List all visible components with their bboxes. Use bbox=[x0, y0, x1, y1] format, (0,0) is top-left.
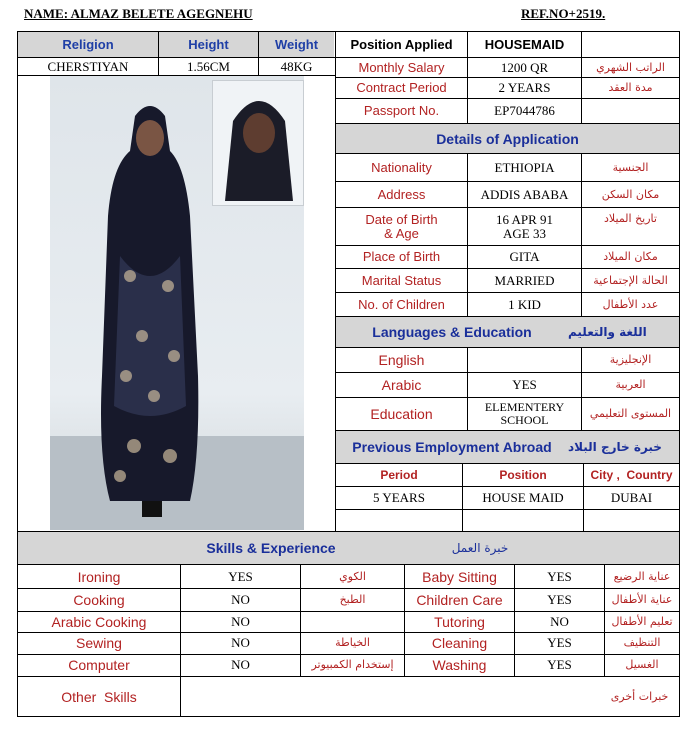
prev-period-header: Period bbox=[380, 468, 418, 482]
height-header: Height bbox=[159, 32, 258, 57]
education-value bbox=[468, 398, 581, 430]
pob-ar: مكان الميلاد bbox=[603, 250, 658, 263]
marital-value: MARRIED bbox=[494, 272, 555, 288]
dob-ar: تاريخ الميلاد bbox=[604, 212, 657, 225]
skill-label: Sewing bbox=[76, 635, 122, 651]
skill-label: Cooking bbox=[73, 591, 125, 608]
full-body-photo bbox=[50, 76, 304, 530]
skill-ar bbox=[301, 611, 404, 632]
languages-title: Languages & Education bbox=[336, 317, 568, 347]
skill-label: Arabic Cooking bbox=[51, 613, 147, 630]
education-value-line1: ELEMENTERY bbox=[484, 400, 565, 414]
marital-ar: الحالة الإجتماعية bbox=[593, 273, 668, 287]
nationality-value: ETHIOPIA bbox=[494, 159, 555, 175]
arabic-label: Arabic bbox=[381, 377, 422, 393]
skill-value: NO bbox=[231, 591, 250, 607]
skill-value: YES bbox=[547, 568, 572, 584]
skill-label: Washing bbox=[432, 657, 487, 673]
skill-label: Tutoring bbox=[434, 613, 485, 630]
address-value: ADDIS ABABA bbox=[480, 186, 569, 202]
education-value-line2: SCHOOL bbox=[500, 413, 549, 427]
nationality-ar: الجنسية bbox=[612, 160, 649, 174]
dob-date: 16 APR 91 bbox=[495, 211, 554, 227]
salary-value: 1200 QR bbox=[500, 59, 549, 75]
english-value bbox=[468, 348, 581, 372]
nationality-label: Nationality bbox=[371, 159, 432, 175]
contract-value: 2 YEARS bbox=[498, 80, 551, 95]
skills-title-bar bbox=[18, 532, 679, 564]
children-value: 1 KID bbox=[508, 296, 541, 312]
other-skills-ar: خبرات أخرى bbox=[610, 689, 669, 703]
other-skills-label: Other Skills bbox=[61, 688, 137, 705]
prev-position-header: Position bbox=[499, 468, 547, 482]
salary-label: Monthly Salary bbox=[358, 59, 445, 75]
skill-ar: إستخدام الكمبيوتر bbox=[311, 658, 394, 671]
children-ar: عدد الأطفال bbox=[602, 297, 659, 311]
skill-value: YES bbox=[547, 591, 572, 607]
dob-value bbox=[468, 208, 581, 245]
passport-photo bbox=[212, 80, 304, 206]
pob-label: Place of Birth bbox=[362, 249, 441, 264]
dob-label-line2: & Age bbox=[384, 225, 419, 241]
dob-label-line1: Date of Birth bbox=[365, 211, 438, 227]
skills-title: Skills & Experience bbox=[206, 540, 336, 556]
position-label: Position Applied bbox=[350, 36, 453, 52]
position-value: HOUSEMAID bbox=[484, 36, 565, 52]
weight-value: 48KG bbox=[280, 58, 313, 74]
religion-value: CHERSTIYAN bbox=[47, 58, 129, 74]
height-value: 1.56CM bbox=[187, 58, 230, 74]
arabic-value: YES bbox=[512, 377, 537, 392]
skill-label: Children Care bbox=[416, 591, 503, 608]
previous-employment-title-ar: خبرة خارج البلاد bbox=[568, 431, 679, 463]
prev-period-value: 5 YEARS bbox=[373, 490, 425, 505]
skill-ar: عناية الأطفال bbox=[611, 592, 673, 606]
skill-value: NO bbox=[231, 635, 250, 650]
dob-age: AGE 33 bbox=[503, 225, 546, 241]
skill-value: NO bbox=[231, 613, 250, 629]
prev-position-value: HOUSE MAID bbox=[482, 490, 564, 505]
skill-ar: عناية الرضيع bbox=[613, 569, 671, 583]
previous-employment-title: Previous Employment Abroad bbox=[336, 431, 568, 463]
salary-ar: الراتب الشهري bbox=[596, 60, 665, 74]
prev-country-value: DUBAI bbox=[610, 490, 653, 505]
weight-header: Weight bbox=[259, 32, 334, 57]
dob-label bbox=[336, 208, 467, 245]
english-ar: الإنجليزية bbox=[609, 353, 652, 366]
education-label: Education bbox=[370, 406, 433, 422]
skill-label: Ironing bbox=[77, 568, 121, 585]
skill-ar: الطبخ bbox=[339, 592, 366, 606]
skill-value: YES bbox=[547, 657, 572, 672]
skill-value: YES bbox=[228, 568, 253, 584]
passport-label: Passport No. bbox=[363, 103, 440, 118]
skill-label: Baby Sitting bbox=[422, 568, 497, 585]
skill-ar: الغسيل bbox=[625, 658, 659, 671]
english-label: English bbox=[378, 352, 425, 368]
skill-value: NO bbox=[550, 613, 569, 629]
skill-ar: تعليم الأطفال bbox=[611, 614, 673, 628]
reference-number: REF.NO+2519. bbox=[521, 6, 606, 21]
education-ar: المستوى التعليمي bbox=[589, 407, 672, 420]
skill-label: Computer bbox=[68, 657, 130, 673]
arabic-ar: العربية bbox=[615, 378, 646, 391]
skill-value: NO bbox=[231, 657, 250, 672]
skills-title-ar: خبرة العمل bbox=[451, 541, 509, 555]
address-label: Address bbox=[377, 186, 426, 202]
skill-ar: الخياطة bbox=[335, 636, 370, 649]
children-label: No. of Children bbox=[358, 296, 445, 312]
contract-label: Contract Period bbox=[356, 80, 447, 95]
skill-value: YES bbox=[547, 635, 572, 650]
religion-header: Religion bbox=[18, 32, 158, 57]
pob-value: GITA bbox=[509, 249, 540, 264]
marital-label: Marital Status bbox=[361, 272, 442, 288]
candidate-name: NAME: ALMAZ BELETE AGEGNEHU bbox=[24, 6, 253, 21]
passport-value: EP7044786 bbox=[494, 103, 555, 118]
address-ar: مكان السكن bbox=[601, 187, 660, 201]
contract-ar: مدة العقد bbox=[608, 81, 653, 94]
skill-label: Cleaning bbox=[431, 635, 488, 651]
languages-title-ar: اللغة والتعليم bbox=[568, 317, 679, 347]
prev-country-header: City , Country bbox=[590, 468, 673, 482]
skill-ar: الكوي bbox=[339, 569, 366, 583]
skill-ar: التنظيف bbox=[623, 636, 661, 649]
details-title: Details of Application bbox=[336, 124, 679, 153]
